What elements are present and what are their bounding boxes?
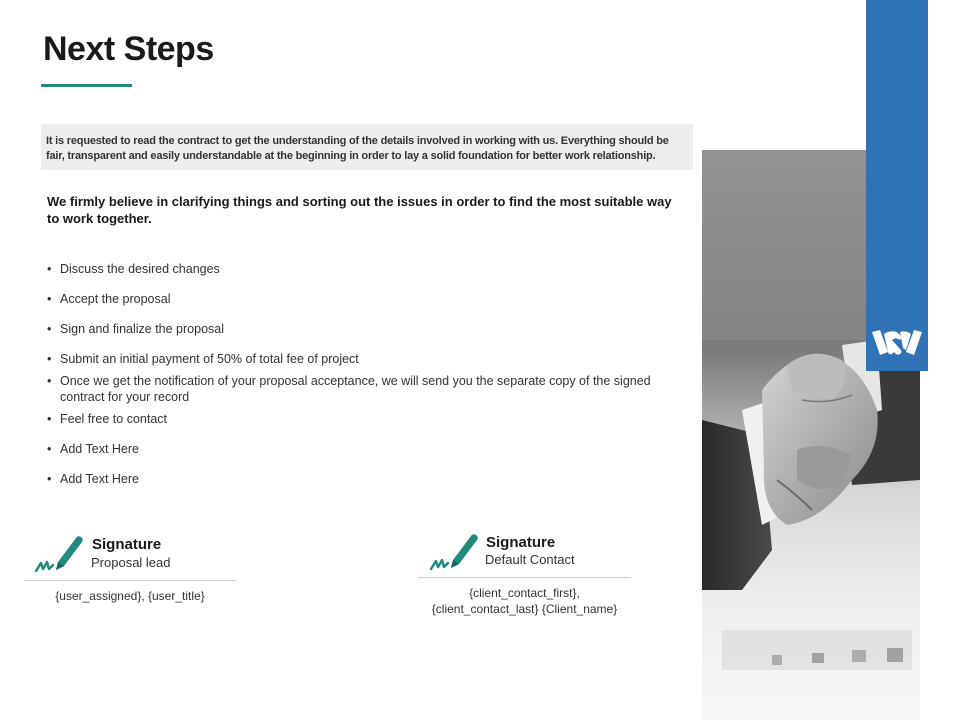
belief-statement: We firmly believe in clarifying things and sorting out the issues in order to find the most suitable way to work together. <box>47 194 672 226</box>
intro-text: It is requested to read the contract to get the understanding of the details involved in working with us. Everything should be fair, transparent and easily understandable at the beginning in order to lay a solid foundation for better work relationship. <box>46 135 669 162</box>
bullet-marker: • <box>47 374 52 388</box>
bullet-marker: • <box>47 412 52 426</box>
page-title: Next Steps <box>43 30 214 68</box>
list-item <box>47 351 692 367</box>
list-item <box>47 321 692 337</box>
bullet-marker: • <box>47 442 52 456</box>
field-line: {user_assigned}, {user_title} <box>55 589 205 603</box>
list-item <box>47 291 692 307</box>
signature-title: Signature <box>486 534 556 551</box>
bullet-marker: • <box>47 472 52 486</box>
field-line: {client_contact_first}, <box>469 586 580 600</box>
step-text: Discuss the desired changes <box>60 262 220 276</box>
bullet-marker: • <box>47 322 52 336</box>
step-text: Submit an initial payment of 50% of total fee of project <box>60 352 359 366</box>
pen-signature-icon <box>429 530 479 572</box>
list-item <box>47 373 692 405</box>
signature-field <box>408 585 641 617</box>
list-item <box>47 411 692 427</box>
step-text: Feel free to contact <box>60 412 168 426</box>
blue-accent-bar <box>866 0 928 371</box>
intro-box <box>41 124 693 170</box>
bullet-marker: • <box>47 352 52 366</box>
step-text: Once we get the notification of your proposal acceptance, we will send you the separate copy of the signed contract for your record <box>60 374 651 404</box>
pen-signature-icon <box>34 532 84 574</box>
bullet-marker: • <box>47 262 52 276</box>
bullet-marker: • <box>47 292 52 306</box>
step-text: Accept the proposal <box>60 292 171 306</box>
signature-line <box>24 580 236 581</box>
step-text: Sign and finalize the proposal <box>60 322 225 336</box>
list-item <box>47 261 692 277</box>
step-text: Add Text Here <box>60 442 139 456</box>
list-item <box>47 471 692 487</box>
signature-field <box>24 588 236 604</box>
list-item <box>47 441 692 457</box>
handshake-icon <box>870 322 924 362</box>
signature-role: Proposal lead <box>91 555 171 570</box>
field-line: {client_contact_last} {Client_name} <box>431 602 618 616</box>
signature-title: Signature <box>92 536 162 553</box>
signature-role: Default Contact <box>485 552 575 567</box>
step-text: Add Text Here <box>60 472 139 486</box>
signature-line <box>418 577 631 578</box>
title-underline <box>41 84 132 87</box>
